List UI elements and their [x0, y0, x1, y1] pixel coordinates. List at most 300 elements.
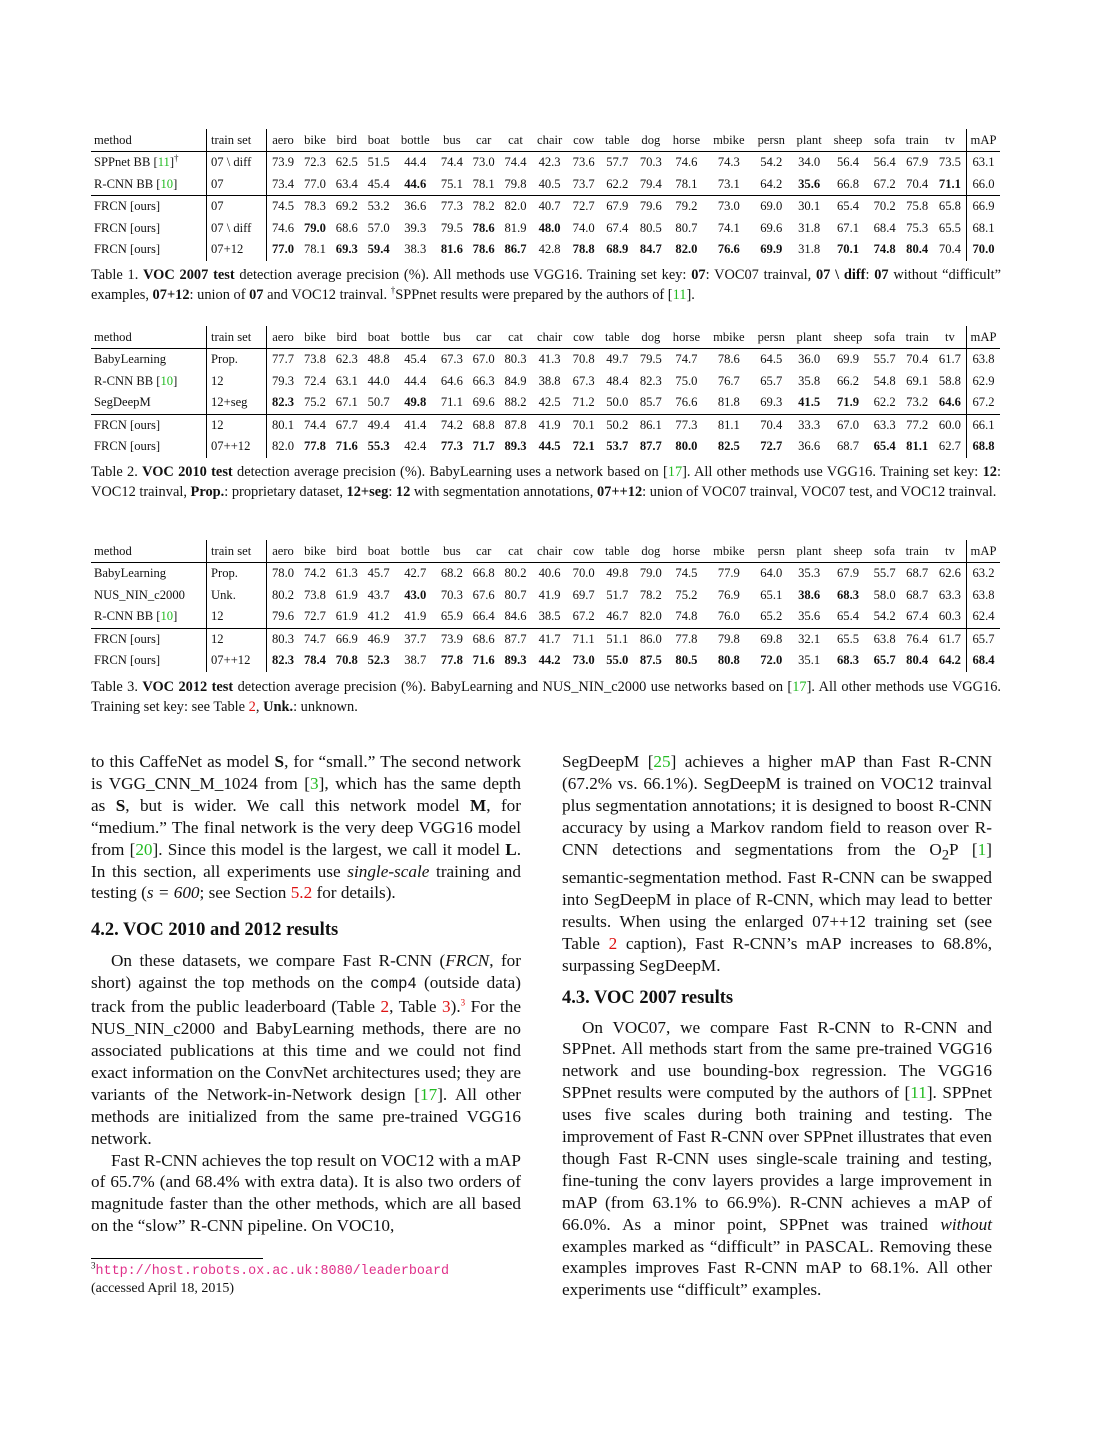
key: Unk.	[263, 699, 294, 715]
ap-cell-table: 67.4	[606, 220, 629, 235]
method-name: FRCN [ours]	[94, 653, 161, 668]
citation-link[interactable]: 10	[160, 373, 174, 388]
ap-cell-horse: 80.5	[675, 653, 698, 668]
ap-cell-dog: 85.7	[639, 395, 662, 410]
ap-cell-bird: 66.9	[331, 628, 363, 650]
ap-cell-table: 67.9	[600, 196, 635, 218]
ap-cell-chair: 38.8	[538, 373, 561, 388]
ap-cell-horse: 79.2	[667, 196, 706, 218]
ap-cell-bike: 78.4	[303, 653, 326, 668]
table-xref-link[interactable]: 2	[248, 699, 256, 715]
ap-cell-persn: 54.2	[760, 155, 783, 170]
ap-cell-bird: 67.7	[331, 414, 363, 436]
caption-label: Table 3.	[91, 679, 138, 695]
ap-cell-bike: 72.4	[303, 373, 326, 388]
method-name: BabyLearning	[94, 566, 167, 581]
column-header: car	[468, 540, 500, 563]
ap-cell-dog: 86.0	[635, 628, 667, 650]
ap-cell-bus: 70.3	[440, 587, 463, 602]
ap-cell-dog: 87.5	[639, 653, 662, 668]
voc2010-results-table	[91, 326, 1000, 458]
text: (outside data) track from the public leaderboard (Table	[91, 973, 521, 1017]
text: ).	[450, 997, 461, 1017]
ap-cell-car: 66.3	[472, 373, 495, 388]
ap-cell-bus: 71.1	[440, 395, 463, 410]
ap-cell-bottle: 44.6	[404, 176, 427, 191]
text: , for short) against the top methods on the	[91, 951, 521, 993]
ap-cell-aero: 77.0	[267, 239, 300, 261]
ap-cell-horse: 78.1	[675, 176, 698, 191]
train-set-cell: 07+12	[207, 239, 267, 261]
ap-cell-bike: 78.3	[299, 196, 331, 218]
table-xref-link[interactable]: 2	[608, 933, 618, 953]
text: , for “small.” The second network is VGG_CNN_M_1024 from [	[91, 752, 521, 793]
ap-cell-bird: 63.1	[335, 373, 358, 388]
ap-cell-bus: 74.2	[436, 414, 468, 436]
column-header: tv	[934, 326, 967, 349]
column-header: bird	[331, 326, 363, 349]
method-name: R-CNN BB	[94, 176, 154, 191]
ap-cell-cow: 70.8	[572, 352, 595, 367]
text: ]. All other methods are initialized from the same pre-trained VGG16 network.	[91, 1084, 521, 1148]
ap-cell-horse: 74.7	[675, 352, 698, 367]
method-name: BabyLearning	[94, 352, 167, 367]
ap-cell-boat: 55.3	[367, 439, 390, 454]
ap-cell-aero: 79.6	[267, 606, 300, 628]
ap-cell-train: 77.2	[901, 414, 934, 436]
method-cell	[91, 239, 207, 261]
ap-cell-cat: 80.7	[504, 587, 527, 602]
column-header: chair	[531, 129, 567, 152]
ap-cell-cat: 80.3	[504, 352, 527, 367]
citation-link[interactable]: 10	[160, 609, 174, 624]
ap-cell-aero: 79.3	[267, 371, 300, 393]
column-header: train	[901, 326, 934, 349]
column-header: bus	[436, 540, 468, 563]
citation-link[interactable]: 17	[420, 1084, 438, 1104]
method-cell	[91, 650, 207, 672]
footnote	[91, 1262, 531, 1297]
ap-cell-horse: 74.8	[675, 609, 698, 624]
ap-cell-cow: 73.6	[572, 155, 595, 170]
ap-cell-boat: 52.3	[367, 653, 390, 668]
ap-cell-persn: 64.2	[760, 176, 783, 191]
ap-cell-chair: 44.2	[538, 653, 561, 668]
ap-cell-sofa: 65.4	[873, 439, 896, 454]
column-header: train set	[207, 326, 267, 349]
ap-cell-tv: 61.7	[934, 628, 967, 650]
column-header: bike	[299, 326, 331, 349]
leaderboard-url-link[interactable]: http://host.robots.ox.ac.uk:8080/leaderboard	[95, 1264, 450, 1279]
ap-cell-boat: 53.2	[363, 196, 395, 218]
citation-link[interactable]: 3	[310, 773, 319, 793]
ap-cell-bus: 67.3	[440, 352, 463, 367]
ap-cell-mbike: 77.9	[717, 566, 740, 581]
ap-cell-cat: 89.3	[504, 439, 527, 454]
text: ], which has the same depth as	[91, 773, 521, 815]
ap-cell-car: 71.7	[472, 439, 495, 454]
ap-cell-horse: 76.6	[675, 395, 698, 410]
method-cell	[91, 585, 207, 607]
ap-cell-cat: 84.6	[504, 609, 527, 624]
ap-cell-train: 68.7	[906, 566, 929, 581]
column-header: method	[91, 326, 207, 349]
caption-title: VOC 2007 test	[143, 267, 235, 283]
ap-cell-sheep: 70.1	[836, 242, 860, 257]
ap-cell-aero: 74.5	[267, 196, 300, 218]
method-name: SPPnet BB	[94, 155, 151, 170]
ap-cell-aero: 82.3	[267, 650, 300, 672]
ap-cell-chair: 41.9	[538, 587, 561, 602]
column-header: aero	[267, 540, 300, 563]
ap-cell-sheep: 67.0	[827, 414, 868, 436]
paragraph	[562, 1017, 992, 1302]
footnote-divider	[91, 1258, 263, 1259]
ap-cell-cow: 73.7	[572, 176, 595, 191]
dagger-mark: †	[174, 153, 179, 164]
ap-cell-aero: 82.0	[267, 436, 300, 458]
ap-cell-cat: 88.2	[504, 395, 527, 410]
ap-cell-tv: 60.3	[938, 609, 961, 624]
table-row	[91, 152, 1000, 174]
table-row	[91, 392, 1000, 414]
ap-cell-cat: 80.2	[504, 566, 527, 581]
table-row	[91, 628, 1000, 650]
table-header-row	[91, 540, 1000, 563]
ap-cell-bottle: 41.4	[395, 414, 436, 436]
train-set-cell: 12+seg	[207, 392, 267, 414]
table-header-row	[91, 129, 1000, 152]
method-name: FRCN [ours]	[94, 417, 161, 432]
ap-cell-dog: 80.5	[639, 220, 662, 235]
ap-cell-table: 49.8	[606, 566, 629, 581]
citation-link[interactable]: 1	[977, 839, 987, 859]
ap-cell-plant: 41.5	[798, 395, 821, 410]
column-header: car	[468, 129, 500, 152]
text: , for “medium.” The final network is the very deep VGG16 model from [	[91, 795, 521, 859]
column-header: bike	[299, 129, 331, 152]
citation-link[interactable]: 17	[792, 679, 807, 695]
ap-cell-bottle: 39.3	[404, 220, 427, 235]
ap-cell-horse: 77.3	[667, 414, 706, 436]
ap-cell-chair: 40.6	[538, 566, 561, 581]
ap-cell-mbike: 74.1	[717, 220, 740, 235]
ap-cell-bottle: 45.4	[404, 352, 427, 367]
ap-cell-sheep: 68.3	[836, 587, 860, 602]
caption-label: Table 2.	[91, 464, 138, 480]
method-cell	[91, 349, 207, 371]
column-header: car	[468, 326, 500, 349]
ap-cell-dog: 86.1	[635, 414, 667, 436]
ap-cell-bird: 62.3	[335, 352, 358, 367]
ap-cell-horse: 75.0	[675, 373, 698, 388]
method-cell: R-CNN BB [10]	[94, 609, 178, 624]
table-3-caption	[91, 677, 1001, 717]
citation-link[interactable]: 25	[653, 752, 671, 771]
map-cell: 68.1	[967, 218, 1001, 240]
ap-cell-cow: 70.0	[572, 566, 595, 581]
paragraph	[91, 751, 521, 904]
ap-cell-persn: 69.9	[760, 242, 783, 257]
ap-cell-bike: 78.1	[303, 242, 326, 257]
paragraph	[562, 751, 992, 977]
ap-cell-sofa: 55.7	[873, 352, 896, 367]
ap-cell-boat: 51.5	[367, 155, 390, 170]
ap-cell-table: 46.7	[606, 609, 629, 624]
citation-link[interactable]: 20	[135, 839, 153, 859]
emphasis: FRCN	[445, 951, 490, 971]
ap-cell-boat: 44.0	[367, 373, 390, 388]
ap-cell-cow: 72.1	[572, 439, 595, 454]
ap-cell-sofa: 63.3	[869, 414, 901, 436]
caption-title: VOC 2012 test	[142, 679, 234, 695]
text: ] semantic-segmentation method. Fast R-CNN can be swapped into SegDeepM in place of R-CNN, which may lead to better results. When using the enlarged 07++12 training set (see Table	[562, 839, 992, 953]
table-row	[91, 563, 1000, 585]
ap-cell-sheep: 66.2	[836, 373, 860, 388]
method-cell	[91, 628, 207, 650]
column-header: train set	[207, 129, 267, 152]
column-header: plant	[791, 326, 827, 349]
caption-text: :	[388, 484, 396, 500]
ap-cell-bird: 70.8	[335, 653, 358, 668]
column-header: table	[600, 129, 635, 152]
ap-cell-car: 78.2	[468, 196, 500, 218]
ap-cell-bus: 68.2	[440, 566, 463, 581]
train-set-cell: 07++12	[207, 436, 267, 458]
ap-cell-cow: 73.0	[572, 653, 595, 668]
ap-cell-bottle: 43.0	[404, 587, 427, 602]
column-header: boat	[363, 540, 395, 563]
ap-cell-train: 70.4	[906, 352, 929, 367]
table-xref-link[interactable]: 3	[442, 997, 451, 1017]
ap-cell-bottle: 38.7	[404, 653, 427, 668]
ap-cell-sheep: 67.1	[836, 220, 860, 235]
method-cell	[91, 436, 207, 458]
ap-cell-bird: 61.9	[335, 587, 358, 602]
ap-cell-tv: 61.7	[938, 352, 961, 367]
ap-cell-aero: 80.3	[267, 628, 300, 650]
method-cell	[91, 218, 207, 240]
ap-cell-boat: 45.4	[367, 176, 390, 191]
ap-cell-boat: 45.7	[367, 566, 390, 581]
method-cell: SPPnet BB [11]†	[94, 153, 179, 170]
ap-cell-sofa: 65.7	[873, 653, 896, 668]
key: 12+seg	[346, 484, 389, 500]
ap-cell-aero: 82.3	[267, 392, 300, 414]
column-header: persn	[752, 129, 791, 152]
table-row	[91, 650, 1000, 672]
ap-cell-boat: 46.9	[363, 628, 395, 650]
caption-text: : VOC12 trainval,	[91, 464, 1001, 500]
column-header: persn	[752, 326, 791, 349]
text: P [	[949, 839, 978, 859]
method-name: R-CNN BB	[94, 373, 154, 388]
column-header: mAP	[967, 326, 1001, 349]
text: . In this section, all experiments use	[91, 839, 521, 881]
ap-cell-chair: 40.7	[531, 196, 567, 218]
text: , Table	[389, 997, 442, 1017]
ap-cell-persn: 69.8	[752, 628, 791, 650]
table-row	[91, 414, 1000, 436]
ap-cell-persn: 69.3	[760, 395, 783, 410]
code-text: comp4	[370, 975, 417, 994]
text: caption), Fast R-CNN’s mAP increases to 68.8%, surpassing SegDeepM.	[562, 933, 992, 975]
ap-cell-car: 67.6	[472, 587, 495, 602]
ap-cell-cat: 89.3	[504, 653, 527, 668]
ap-cell-bus: 64.6	[440, 373, 463, 388]
caption-text: with segmentation annotations,	[410, 484, 597, 500]
ap-cell-bottle: 49.8	[404, 395, 427, 410]
emphasis: single-scale	[347, 861, 430, 881]
column-header: dog	[635, 129, 667, 152]
text: for details).	[312, 883, 396, 903]
ap-cell-tv: 58.8	[938, 373, 961, 388]
ap-cell-mbike: 76.6	[717, 242, 740, 257]
train-set-cell: 12	[207, 371, 267, 393]
ap-cell-cow: 67.2	[572, 609, 595, 624]
ap-cell-mbike: 82.5	[717, 439, 740, 454]
footnote-accessed: (accessed April 18, 2015)	[91, 1281, 235, 1296]
citation-link[interactable]: 11	[910, 1083, 927, 1103]
ap-cell-car: 68.8	[468, 414, 500, 436]
ap-cell-horse: 74.6	[675, 155, 698, 170]
ap-cell-cow: 69.7	[572, 587, 595, 602]
map-cell: 67.2	[967, 392, 1001, 414]
ap-cell-cow: 74.0	[572, 220, 595, 235]
column-header: bike	[299, 540, 331, 563]
caption-text: : union of VOC07 trainval, VOC07 test, and VOC12 trainval.	[642, 484, 997, 500]
ap-cell-mbike: 79.8	[706, 628, 751, 650]
math: s = 600	[146, 883, 200, 903]
ap-cell-train: 70.4	[906, 176, 929, 191]
caption-text: detection average precision (%). All methods use VGG16. Training set key:	[234, 267, 692, 283]
ap-cell-sofa: 54.8	[873, 373, 896, 388]
column-header: method	[91, 129, 207, 152]
ap-cell-cow: 71.1	[568, 628, 600, 650]
map-cell: 62.9	[967, 371, 1001, 393]
citation-link[interactable]: 11	[672, 287, 687, 303]
ap-cell-plant: 36.0	[798, 352, 821, 367]
ap-cell-cat: 82.0	[500, 196, 532, 218]
section-xref-link[interactable]: 5.2	[290, 883, 313, 903]
table-header-row	[91, 326, 1000, 349]
column-header: mAP	[967, 129, 1001, 152]
ap-cell-table: 50.2	[600, 414, 635, 436]
train-set-cell: Prop.	[207, 349, 267, 371]
ap-cell-bus: 74.4	[440, 155, 463, 170]
table-row	[91, 371, 1000, 393]
train-set-cell: 07 \ diff	[207, 152, 267, 174]
table-row	[91, 606, 1000, 628]
ap-cell-persn: 64.5	[760, 352, 783, 367]
ap-cell-horse: 80.0	[675, 439, 698, 454]
key: 12	[395, 484, 411, 500]
ap-cell-plant: 35.1	[798, 653, 821, 668]
ap-cell-tv: 64.6	[938, 395, 961, 410]
citation-link[interactable]: 10	[160, 176, 174, 191]
ap-cell-sofa: 68.4	[873, 220, 896, 235]
column-header: train	[901, 129, 934, 152]
column-header: cat	[500, 540, 532, 563]
ap-cell-mbike: 76.0	[717, 609, 740, 624]
ap-cell-mbike: 81.8	[717, 395, 740, 410]
column-header: boat	[363, 326, 395, 349]
column-header: plant	[791, 129, 827, 152]
ap-cell-train: 80.4	[906, 653, 929, 668]
ap-cell-bird: 63.4	[335, 176, 358, 191]
map-cell: 63.8	[967, 585, 1001, 607]
ap-cell-mbike: 78.6	[717, 352, 740, 367]
ap-cell-table: 55.0	[606, 653, 629, 668]
citation-link[interactable]: 17	[667, 464, 683, 480]
key: 07	[249, 287, 264, 303]
map-cell: 63.2	[967, 563, 1001, 585]
column-header: aero	[267, 129, 300, 152]
voc2007-results-table	[91, 129, 1000, 261]
ap-cell-train: 81.1	[906, 439, 929, 454]
ap-cell-table: 62.2	[606, 176, 629, 191]
citation-link[interactable]: 11	[157, 155, 170, 170]
section-heading-4-2: 4.2. VOC 2010 and 2012 results	[91, 920, 339, 941]
ap-cell-tv: 73.5	[938, 155, 961, 170]
table-xref-link[interactable]: 2	[380, 997, 390, 1017]
ap-cell-train: 75.3	[906, 220, 929, 235]
key: 07 \ diff	[815, 267, 866, 283]
ap-cell-sofa: 67.2	[873, 176, 896, 191]
method-name: FRCN [ours]	[94, 220, 161, 235]
ap-cell-plant: 35.6	[798, 609, 821, 624]
method-name: FRCN [ours]	[94, 199, 161, 214]
ap-cell-car: 66.8	[472, 566, 495, 581]
column-header: horse	[667, 326, 706, 349]
ap-cell-aero: 73.4	[267, 174, 300, 196]
ap-cell-boat: 48.8	[367, 352, 390, 367]
text: to this CaffeNet as model	[91, 752, 275, 771]
ap-cell-sofa: 55.7	[873, 566, 896, 581]
ap-cell-sheep: 69.9	[836, 352, 860, 367]
ap-cell-sheep: 65.4	[836, 609, 860, 624]
ap-cell-chair: 42.3	[538, 155, 561, 170]
left-column	[91, 751, 521, 1237]
ap-cell-train: 73.2	[906, 395, 929, 410]
ap-cell-bus: 79.5	[440, 220, 463, 235]
ap-cell-aero: 73.9	[267, 152, 300, 174]
ap-cell-tv: 62.7	[938, 439, 961, 454]
caption-text: : unknown.	[293, 699, 358, 715]
right-column	[562, 751, 992, 1301]
ap-cell-sofa: 56.4	[873, 155, 896, 170]
ap-cell-bottle: 44.4	[404, 373, 427, 388]
map-cell: 66.1	[967, 414, 1001, 436]
ap-cell-boat: 59.4	[367, 242, 390, 257]
ap-cell-car: 78.6	[472, 220, 495, 235]
ap-cell-bike: 74.2	[303, 566, 326, 581]
method-name: SegDeepM	[94, 395, 151, 410]
footnote-link[interactable]: 3	[460, 997, 466, 1008]
column-header: sheep	[827, 540, 868, 563]
ap-cell-chair: 38.5	[538, 609, 561, 624]
ap-cell-plant: 30.1	[791, 196, 827, 218]
ap-cell-mbike: 73.1	[717, 176, 740, 191]
ap-cell-tv: 62.6	[938, 566, 961, 581]
ap-cell-chair: 44.5	[538, 439, 561, 454]
ap-cell-aero: 78.0	[267, 563, 300, 585]
caption-title: VOC 2010 test	[142, 464, 233, 480]
ap-cell-plant: 31.8	[798, 242, 821, 257]
ap-cell-train: 75.8	[901, 196, 934, 218]
subscript: 2	[941, 847, 950, 864]
ap-cell-sofa: 58.0	[873, 587, 896, 602]
